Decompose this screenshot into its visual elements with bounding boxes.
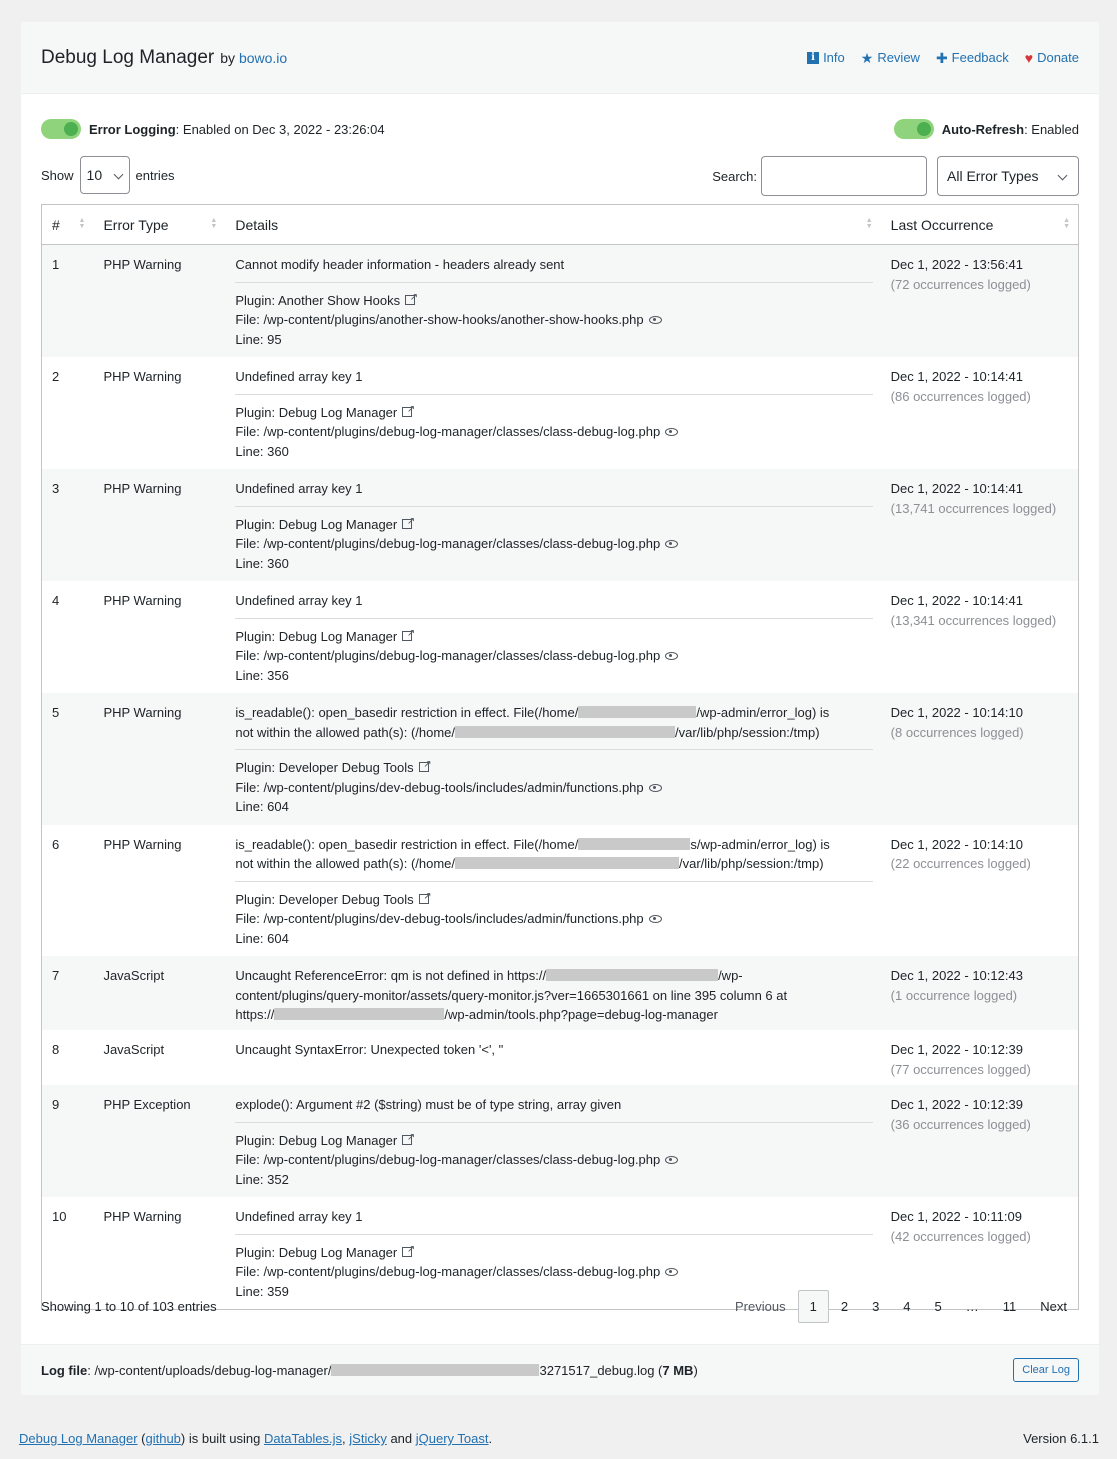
file-path: File: /wp-content/plugins/debug-log-manager/classes/class-debug-log.php <box>235 1264 661 1279</box>
toggles-row <box>41 119 1079 139</box>
sort-icon: ▲ ▼ <box>210 217 218 230</box>
previous-page-button[interactable]: Previous <box>735 1299 786 1314</box>
error-type-filter[interactable]: All Error Types <box>937 156 1079 196</box>
page-3-button[interactable]: 3 <box>872 1299 880 1314</box>
info-link[interactable]: i Info <box>807 50 845 65</box>
page-ellipsis: … <box>965 1299 979 1314</box>
file-path: File: /wp-content/plugins/debug-log-manager/classes/class-debug-log.php <box>235 1152 661 1167</box>
error-details <box>225 245 880 358</box>
entries-length: Show 10 entries <box>41 156 175 194</box>
occurrence-count: (36 occurrences logged) <box>890 1116 1031 1132</box>
external-link-icon[interactable] <box>419 894 429 904</box>
eye-icon[interactable] <box>665 428 678 436</box>
error-details <box>225 581 880 693</box>
last-occurrence: Dec 1, 2022 - 10:14:41 (13,741 occurrences logged) <box>881 469 1079 581</box>
page-1-button[interactable]: 1 <box>798 1290 829 1323</box>
column-header-last-occurrence[interactable]: Last Occurrence ▲ ▼ <box>881 205 1079 245</box>
table-row <box>42 245 1079 358</box>
auto-refresh-toggle-row <box>894 119 1079 139</box>
plugin-name: Plugin: Another Show Hooks <box>235 292 401 308</box>
error-details <box>225 693 880 825</box>
star-icon: ★ <box>860 49 874 66</box>
occurrence-count: (86 occurrences logged) <box>890 388 1031 404</box>
plugin-name: Plugin: Debug Log Manager <box>235 1132 398 1148</box>
sort-icon: ▲ ▼ <box>865 217 873 230</box>
row-number: 2 <box>42 357 94 469</box>
external-link-icon[interactable] <box>419 762 429 772</box>
review-link[interactable]: ★ Review <box>860 49 920 66</box>
occurrence-count: (13,741 occurrences logged) <box>890 500 1057 516</box>
error-type: PHP Exception <box>93 1085 225 1197</box>
line-number: Line: 356 <box>235 667 289 683</box>
error-message: Cannot modify header information - headers already sent <box>235 255 872 283</box>
eye-icon[interactable] <box>649 784 662 792</box>
error-details <box>225 956 880 1030</box>
log-file-bar <box>21 1344 1099 1395</box>
redacted-text <box>274 1008 444 1020</box>
entries-info: Showing 1 to 10 of 103 entries <box>41 1299 217 1314</box>
row-number: 6 <box>42 825 94 957</box>
plugin-name: Plugin: Debug Log Manager <box>235 516 398 532</box>
occurrence-count: (8 occurrences logged) <box>890 724 1024 740</box>
credits: Debug Log Manager (github) is built using DataTables.js, jSticky and jQuery Toast. <box>19 1431 493 1446</box>
plugin-name: Plugin: Developer Debug Tools <box>235 891 414 907</box>
last-occurrence: Dec 1, 2022 - 10:14:10 (22 occurrences logged) <box>881 825 1079 957</box>
auto-refresh-label: Auto-Refresh <box>941 121 1025 137</box>
error-message: Undefined array key 1 <box>235 479 872 507</box>
error-details <box>225 1085 880 1197</box>
table-row <box>42 581 1079 693</box>
error-details <box>225 1030 880 1085</box>
last-occurrence: Dec 1, 2022 - 10:12:39 (77 occurrences logged) <box>881 1030 1079 1085</box>
error-message: Undefined array key 1 <box>235 1207 872 1235</box>
occurrence-count: (13,341 occurrences logged) <box>890 612 1057 628</box>
plugin-panel <box>21 22 1099 1395</box>
sort-icon: ▲ ▼ <box>1063 217 1070 230</box>
external-link-icon[interactable] <box>405 295 415 305</box>
redacted-text <box>578 706 696 718</box>
page-title: Debug Log Manager <box>41 46 215 68</box>
table-row <box>42 469 1079 581</box>
error-type: PHP Warning <box>93 693 225 825</box>
plugin-name: Plugin: Debug Log Manager <box>235 404 398 420</box>
error-logging-toggle[interactable] <box>41 119 81 139</box>
eye-icon[interactable] <box>665 1268 678 1276</box>
error-details <box>225 469 880 581</box>
row-number: 7 <box>42 956 94 1030</box>
line-number: Line: 360 <box>235 443 289 459</box>
file-path: File: /wp-content/plugins/dev-debug-tools/includes/admin/functions.php <box>235 779 644 795</box>
sort-icon: ▲ ▼ <box>78 217 86 230</box>
row-number: 3 <box>42 469 94 581</box>
error-type: PHP Warning <box>93 825 225 957</box>
row-number: 8 <box>42 1030 94 1085</box>
plus-icon: ✚ <box>935 49 948 66</box>
external-link-icon[interactable] <box>402 1247 412 1257</box>
plugin-name: Plugin: Debug Log Manager <box>235 1244 398 1260</box>
error-message: Undefined array key 1 <box>235 591 872 619</box>
line-number: Line: 359 <box>235 1283 289 1299</box>
row-number: 4 <box>42 581 94 693</box>
heart-icon: ♥ <box>1024 49 1034 66</box>
header-links <box>807 50 1079 65</box>
row-number: 9 <box>42 1085 94 1197</box>
error-type: PHP Warning <box>93 1197 225 1310</box>
error-message: is_readable(): open_basedir restriction in effect. File(/home/ s/wp-admin/error_log) is not within the allowed path(s): (/home/ /var/lib/php/session:/tmp) <box>235 835 872 882</box>
redacted-text <box>455 857 679 869</box>
error-type: JavaScript <box>93 1030 225 1085</box>
error-logging-label: Error Logging <box>89 121 176 137</box>
auto-refresh-toggle[interactable] <box>894 119 934 139</box>
feedback-link[interactable]: ✚ Feedback <box>935 49 1009 66</box>
eye-icon[interactable] <box>665 540 678 548</box>
occurrence-count: (1 occurrence logged) <box>890 987 1018 1003</box>
eye-icon[interactable] <box>665 652 678 660</box>
page-4-button[interactable]: 4 <box>903 1299 911 1314</box>
chevron-down-icon <box>1058 171 1068 181</box>
last-occurrence: Dec 1, 2022 - 10:14:10 (8 occurrences logged) <box>881 693 1079 825</box>
error-type: PHP Warning <box>93 357 225 469</box>
table-row <box>42 1085 1079 1197</box>
github-link[interactable]: github <box>145 1431 181 1446</box>
line-number: Line: 95 <box>235 331 282 347</box>
plugin-name: Plugin: Debug Log Manager <box>235 628 398 644</box>
search-label: Search: <box>712 168 757 184</box>
error-details <box>225 825 880 957</box>
table-row <box>42 693 1079 825</box>
jquery-toast-link[interactable]: jQuery Toast <box>415 1431 489 1446</box>
entries-select[interactable]: 10 <box>80 156 130 194</box>
line-number: Line: 604 <box>235 799 289 814</box>
eye-icon[interactable] <box>649 316 662 324</box>
redacted-text <box>331 1364 539 1376</box>
external-link-icon[interactable] <box>402 1135 412 1145</box>
author-link[interactable]: bowo.io <box>238 49 288 66</box>
pagination <box>723 1290 1079 1323</box>
redacted-text <box>578 838 690 850</box>
search-area <box>712 156 1079 196</box>
clear-log-button[interactable]: Clear Log <box>1013 1358 1079 1382</box>
error-details <box>225 357 880 469</box>
plugin-name: Plugin: Developer Debug Tools <box>235 760 414 775</box>
error-type: PHP Warning <box>93 581 225 693</box>
redacted-text <box>455 726 675 738</box>
row-number: 10 <box>42 1197 94 1310</box>
line-number: Line: 604 <box>235 930 289 946</box>
wp-version: Version 6.1.1 <box>1023 1431 1099 1446</box>
last-occurrence: Dec 1, 2022 - 10:11:09 (42 occurrences logged) <box>881 1197 1079 1310</box>
error-message: Undefined array key 1 <box>235 367 872 395</box>
file-path: File: /wp-content/plugins/dev-debug-tools/includes/admin/functions.php <box>235 911 644 926</box>
last-occurrence: Dec 1, 2022 - 10:12:39 (36 occurrences logged) <box>881 1085 1079 1197</box>
column-header-details[interactable]: Details ▲ ▼ <box>225 205 880 245</box>
file-path: File: /wp-content/plugins/debug-log-manager/classes/class-debug-log.php <box>235 648 661 663</box>
error-message: is_readable(): open_basedir restriction in effect. File(/home/ /wp-admin/error_log) is not within the allowed path(s): (/home/ /var/lib/php/session:/tmp) <box>235 703 872 750</box>
error-logging-status: : Enabled on Dec 3, 2022 - 23:26:04 <box>175 121 385 137</box>
occurrence-count: (42 occurrences logged) <box>890 1228 1031 1244</box>
error-type: JavaScript <box>93 956 225 1030</box>
plugin-link[interactable]: Debug Log Manager <box>19 1431 138 1446</box>
external-link-icon[interactable] <box>402 519 412 529</box>
line-number: Line: 352 <box>235 1171 289 1187</box>
info-icon: i <box>807 52 819 64</box>
author-credit: by bowo.io <box>220 49 288 66</box>
error-logging-toggle-row <box>41 119 385 139</box>
redacted-text <box>546 969 718 981</box>
error-message: Uncaught ReferenceError: qm is not defined in https:// /wp- content/plugins/query-monitor/assets/query-monitor.js?ver=1665301661 on line 395 column 6 at https:// /wp-admin/tools.php?page=debug-log-manager <box>235 968 788 1022</box>
eye-icon[interactable] <box>665 1156 678 1164</box>
table-row <box>42 825 1079 957</box>
file-path: File: /wp-content/plugins/another-show-hooks/another-show-hooks.php <box>235 312 644 327</box>
log-file-path: Log file: /wp-content/uploads/debug-log-manager/ 3271517_debug.log (7 MB) <box>41 1362 698 1378</box>
table-row <box>42 1030 1079 1085</box>
row-number: 5 <box>42 693 94 825</box>
jsticky-link[interactable]: jSticky <box>349 1431 387 1446</box>
error-message: explode(): Argument #2 ($string) must be of type string, array given <box>235 1095 872 1123</box>
page-5-button[interactable]: 5 <box>934 1299 942 1314</box>
last-occurrence: Dec 1, 2022 - 10:12:43 (1 occurrence logged) <box>881 956 1079 1030</box>
row-number: 1 <box>42 245 94 358</box>
chevron-down-icon <box>113 170 123 180</box>
last-occurrence: Dec 1, 2022 - 13:56:41 (72 occurrences logged) <box>881 245 1079 358</box>
file-path: File: /wp-content/plugins/debug-log-manager/classes/class-debug-log.php <box>235 536 661 551</box>
column-header-error-type[interactable]: Error Type ▲ ▼ <box>93 205 225 245</box>
last-occurrence: Dec 1, 2022 - 10:14:41 (86 occurrences logged) <box>881 357 1079 469</box>
table-footer <box>41 1290 1079 1324</box>
page-2-button[interactable]: 2 <box>840 1299 849 1314</box>
table-controls <box>41 156 1079 196</box>
line-number: Line: 360 <box>235 555 289 571</box>
external-link-icon[interactable] <box>402 631 412 641</box>
table-row <box>42 357 1079 469</box>
table-row <box>42 956 1079 1030</box>
datatables-link[interactable]: DataTables.js <box>264 1431 343 1446</box>
search-input[interactable] <box>761 156 927 196</box>
donate-link[interactable]: ♥ Donate <box>1024 49 1079 66</box>
panel-header <box>21 22 1099 94</box>
last-occurrence: Dec 1, 2022 - 10:14:41 (13,341 occurrences logged) <box>881 581 1079 693</box>
error-message: Uncaught SyntaxError: Unexpected token '<', " <box>235 1042 504 1057</box>
eye-icon[interactable] <box>649 915 662 923</box>
column-header-number[interactable]: # ▲ ▼ <box>42 205 94 245</box>
occurrence-count: (72 occurrences logged) <box>890 276 1031 292</box>
external-link-icon[interactable] <box>402 407 412 417</box>
table-header-row <box>42 205 1079 245</box>
log-table <box>41 204 1079 1310</box>
file-path: File: /wp-content/plugins/debug-log-manager/classes/class-debug-log.php <box>235 424 661 439</box>
page-11-button[interactable]: 11 <box>1002 1299 1017 1314</box>
next-page-button[interactable]: Next <box>1040 1299 1067 1314</box>
error-type: PHP Warning <box>93 245 225 358</box>
auto-refresh-status: : Enabled <box>1024 121 1079 137</box>
error-type: PHP Warning <box>93 469 225 581</box>
occurrence-count: (22 occurrences logged) <box>890 856 1031 871</box>
occurrence-count: (77 occurrences logged) <box>890 1061 1031 1077</box>
